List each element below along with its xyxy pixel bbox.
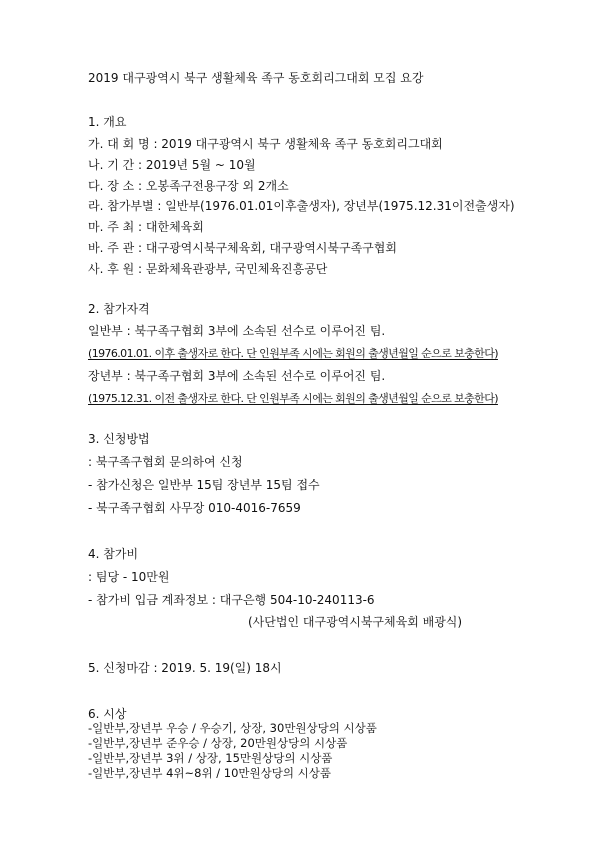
overview-event-name: 가. 대 회 명 : 2019 대구광역시 북구 생활체육 족구 동호회리그대회 <box>88 137 443 151</box>
overview-sponsor: 사. 후 원 : 문화체육관광부, 국민체육진흥공단 <box>88 262 328 276</box>
eligibility-general: 일반부 : 북구족구협회 3부에 소속된 선수로 이루어진 팀. <box>88 324 386 338</box>
award-winner: -일반부,장년부 우승 / 우승기, 상장, 30만원상당의 시상품 <box>88 721 377 735</box>
award-runner-up: -일반부,장년부 준우승 / 상장, 20만원상당의 시상품 <box>88 736 348 750</box>
overview-period: 나. 기 간 : 2019년 5월 ~ 10월 <box>88 158 256 172</box>
section-2-heading: 2. 참가자격 <box>88 302 150 316</box>
application-teams: - 참가신청은 일반부 15팀 장년부 15팀 접수 <box>88 478 320 492</box>
account-holder: (사단법인 대구광역시북구체육회 배광식) <box>248 615 463 629</box>
eligibility-general-note: (1976.01.01. 이후 출생자로 한다. 단 인원부족 시에는 회원의 출생년월일 순으로 보충한다) <box>88 347 498 360</box>
overview-organizer: 바. 주 관 : 대구광역시북구체육회, 대구광역시북구족구협회 <box>88 241 397 255</box>
eligibility-senior: 장년부 : 북구족구협회 3부에 소속된 선수로 이루어진 팀. <box>88 369 386 383</box>
entry-fee: : 팀당 - 10만원 <box>88 570 170 584</box>
section-3-heading: 3. 신청방법 <box>88 432 150 446</box>
section-4-heading: 4. 참가비 <box>88 547 139 561</box>
overview-venue: 다. 장 소 : 오봉족구전용구장 외 2개소 <box>88 179 289 193</box>
section-5-deadline: 5. 신청마감 : 2019. 5. 19(일) 18시 <box>88 661 282 675</box>
section-1-heading: 1. 개요 <box>88 115 127 129</box>
bank-account: - 참가비 입금 계좌정보 : 대구은행 504-10-240113-6 <box>88 593 375 607</box>
award-fourth-to-eighth: -일반부,장년부 4위~8위 / 10만원상당의 시상품 <box>88 766 331 780</box>
overview-host: 마. 주 최 : 대한체육회 <box>88 220 204 234</box>
application-method: : 북구족구협회 문의하여 신청 <box>88 455 243 469</box>
overview-divisions: 라. 참가부별 : 일반부(1976.01.01이후출생자), 장년부(1975.12.31이전출생자) <box>88 199 515 213</box>
eligibility-senior-note: (1975.12.31. 이전 출생자로 한다. 단 인원부족 시에는 회원의 출생년월일 순으로 보충한다) <box>88 392 498 405</box>
award-third: -일반부,장년부 3위 / 상장, 15만원상당의 시상품 <box>88 751 333 765</box>
document-title: 2019 대구광역시 북구 생활체육 족구 동호회리그대회 모집 요강 <box>88 71 424 85</box>
application-contact: - 북구족구협회 사무장 010-4016-7659 <box>88 501 301 515</box>
section-6-heading: 6. 시상 <box>88 707 127 721</box>
